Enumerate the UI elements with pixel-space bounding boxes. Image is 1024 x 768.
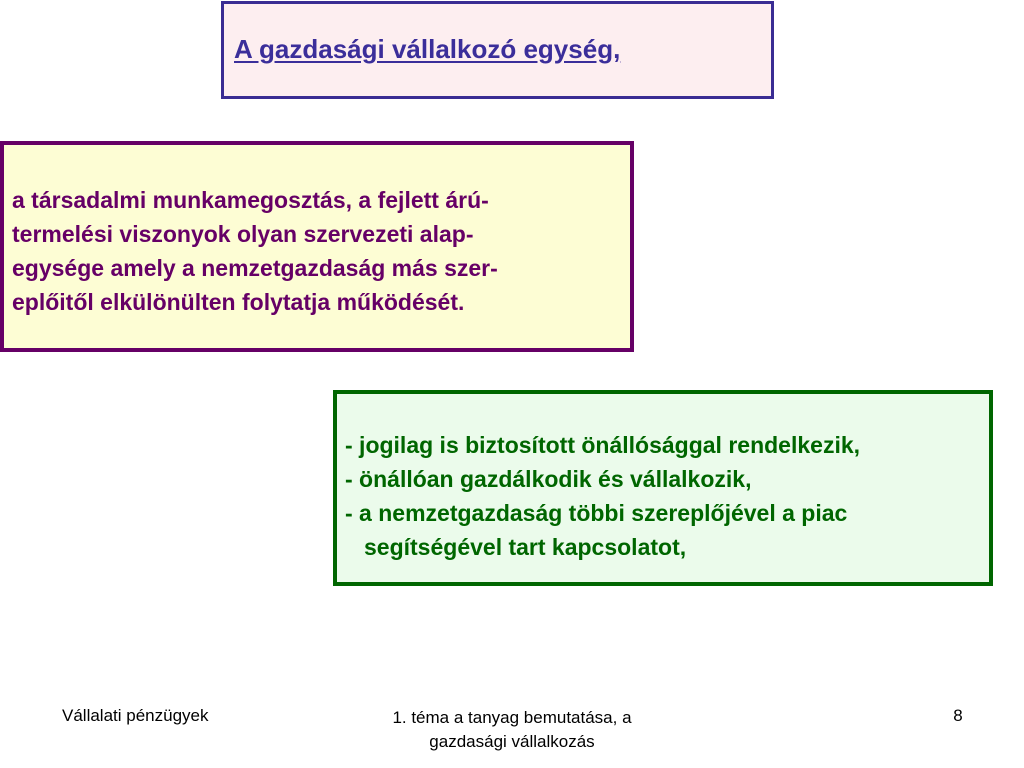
feature-item: - önállóan gazdálkodik és vállalkozik, (345, 466, 752, 492)
definition-line: egysége amely a nemzetgazdaság más szer- (12, 255, 498, 281)
title-box (221, 1, 774, 99)
definition-line: termelési viszonyok olyan szervezeti alap- (12, 221, 474, 247)
slide-title: A gazdasági vállalkozó egység, (234, 34, 621, 64)
feature-item: - a nemzetgazdaság többi szereplőjével a piac (345, 500, 848, 526)
features-list (345, 428, 860, 564)
footer-topic-line: 1. téma a tanyag bemutatása, a (392, 708, 632, 727)
feature-item: - jogilag is biztosított önállósággal rendelkezik, (345, 432, 861, 458)
footer-course-name: Vállalati pénzügyek (62, 706, 209, 725)
footer-topic (352, 706, 672, 754)
feature-item-continuation: segítségével tart kapcsolatot, (364, 534, 687, 560)
page-number: 8 (953, 706, 963, 725)
definition-line: eplőitől elkülönülten folytatja működését. (12, 289, 465, 315)
features-box (333, 390, 993, 586)
definition-line: a társadalmi munkamegosztás, a fejlett árú- (12, 187, 489, 213)
definition-box (0, 141, 634, 352)
definition-text (12, 183, 622, 319)
footer-topic-line: gazdasági vállalkozás (429, 732, 595, 751)
